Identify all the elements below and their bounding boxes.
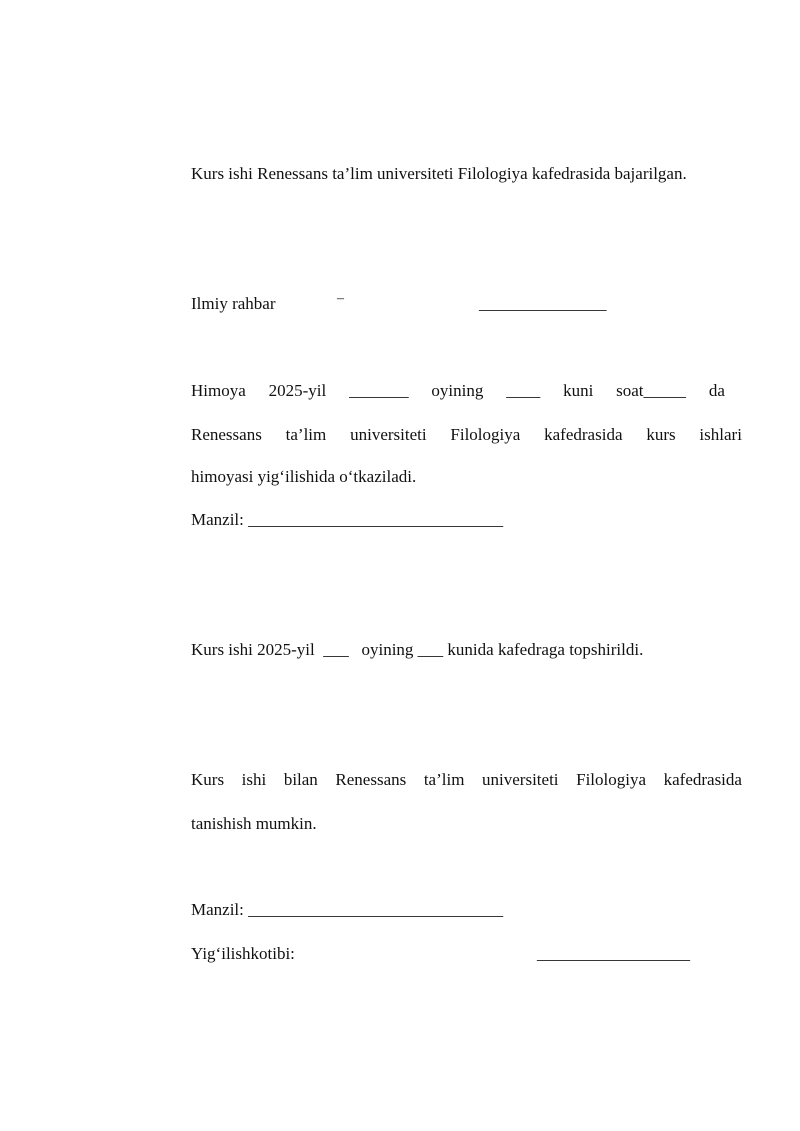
word: Renessans xyxy=(191,425,262,444)
supervisor-signature-blank: _______________ xyxy=(479,294,607,313)
secretary-signature-blank: __________________ xyxy=(537,944,690,963)
word: kafedrasida xyxy=(544,425,623,444)
supervisor-dash: – xyxy=(337,291,344,306)
word: 2025-yil xyxy=(268,381,327,400)
word: oyining xyxy=(431,381,484,400)
defense-address: Manzil: ______________________________ xyxy=(191,510,504,529)
word: soat_____ xyxy=(616,381,687,400)
word: universiteti xyxy=(482,770,559,789)
supervisor-label: Ilmiy rahbar xyxy=(191,294,276,313)
address-2: Manzil: ______________________________ xyxy=(191,900,504,919)
submitted-text: Kurs ishi 2025-yil ___ oyining ___ kunida kafedraga topshirildi. xyxy=(191,640,644,659)
word: Filologiya xyxy=(576,770,647,789)
defense-line-2 xyxy=(191,425,742,445)
word: Himoya xyxy=(191,381,246,400)
word: ta’lim xyxy=(285,425,327,444)
word: Renessans xyxy=(335,770,407,789)
word: kuni xyxy=(563,381,594,400)
word: Filologiya xyxy=(450,425,521,444)
word: da xyxy=(708,381,725,400)
secretary-label: Yig‘ilishkotibi: xyxy=(191,944,295,963)
word: Kurs xyxy=(191,770,225,789)
blank: ____ xyxy=(506,381,541,400)
intro-text: Kurs ishi Renessans ta’lim universiteti Filologiya kafedrasida bajarilgan. xyxy=(191,164,687,183)
word: bilan xyxy=(283,770,318,789)
acquaint-line-1 xyxy=(191,770,742,790)
blank: _______ xyxy=(349,381,409,400)
word: kurs xyxy=(646,425,676,444)
word: ishi xyxy=(241,770,267,789)
defense-line-1 xyxy=(191,381,725,401)
acquaint-line-2: tanishish mumkin. xyxy=(191,814,317,833)
word: ta’lim xyxy=(423,770,465,789)
word: kafedrasida xyxy=(663,770,742,789)
word: universiteti xyxy=(350,425,427,444)
defense-line-3: himoyasi yig‘ilishida o‘tkaziladi. xyxy=(191,467,417,486)
word: ishlari xyxy=(699,425,742,444)
